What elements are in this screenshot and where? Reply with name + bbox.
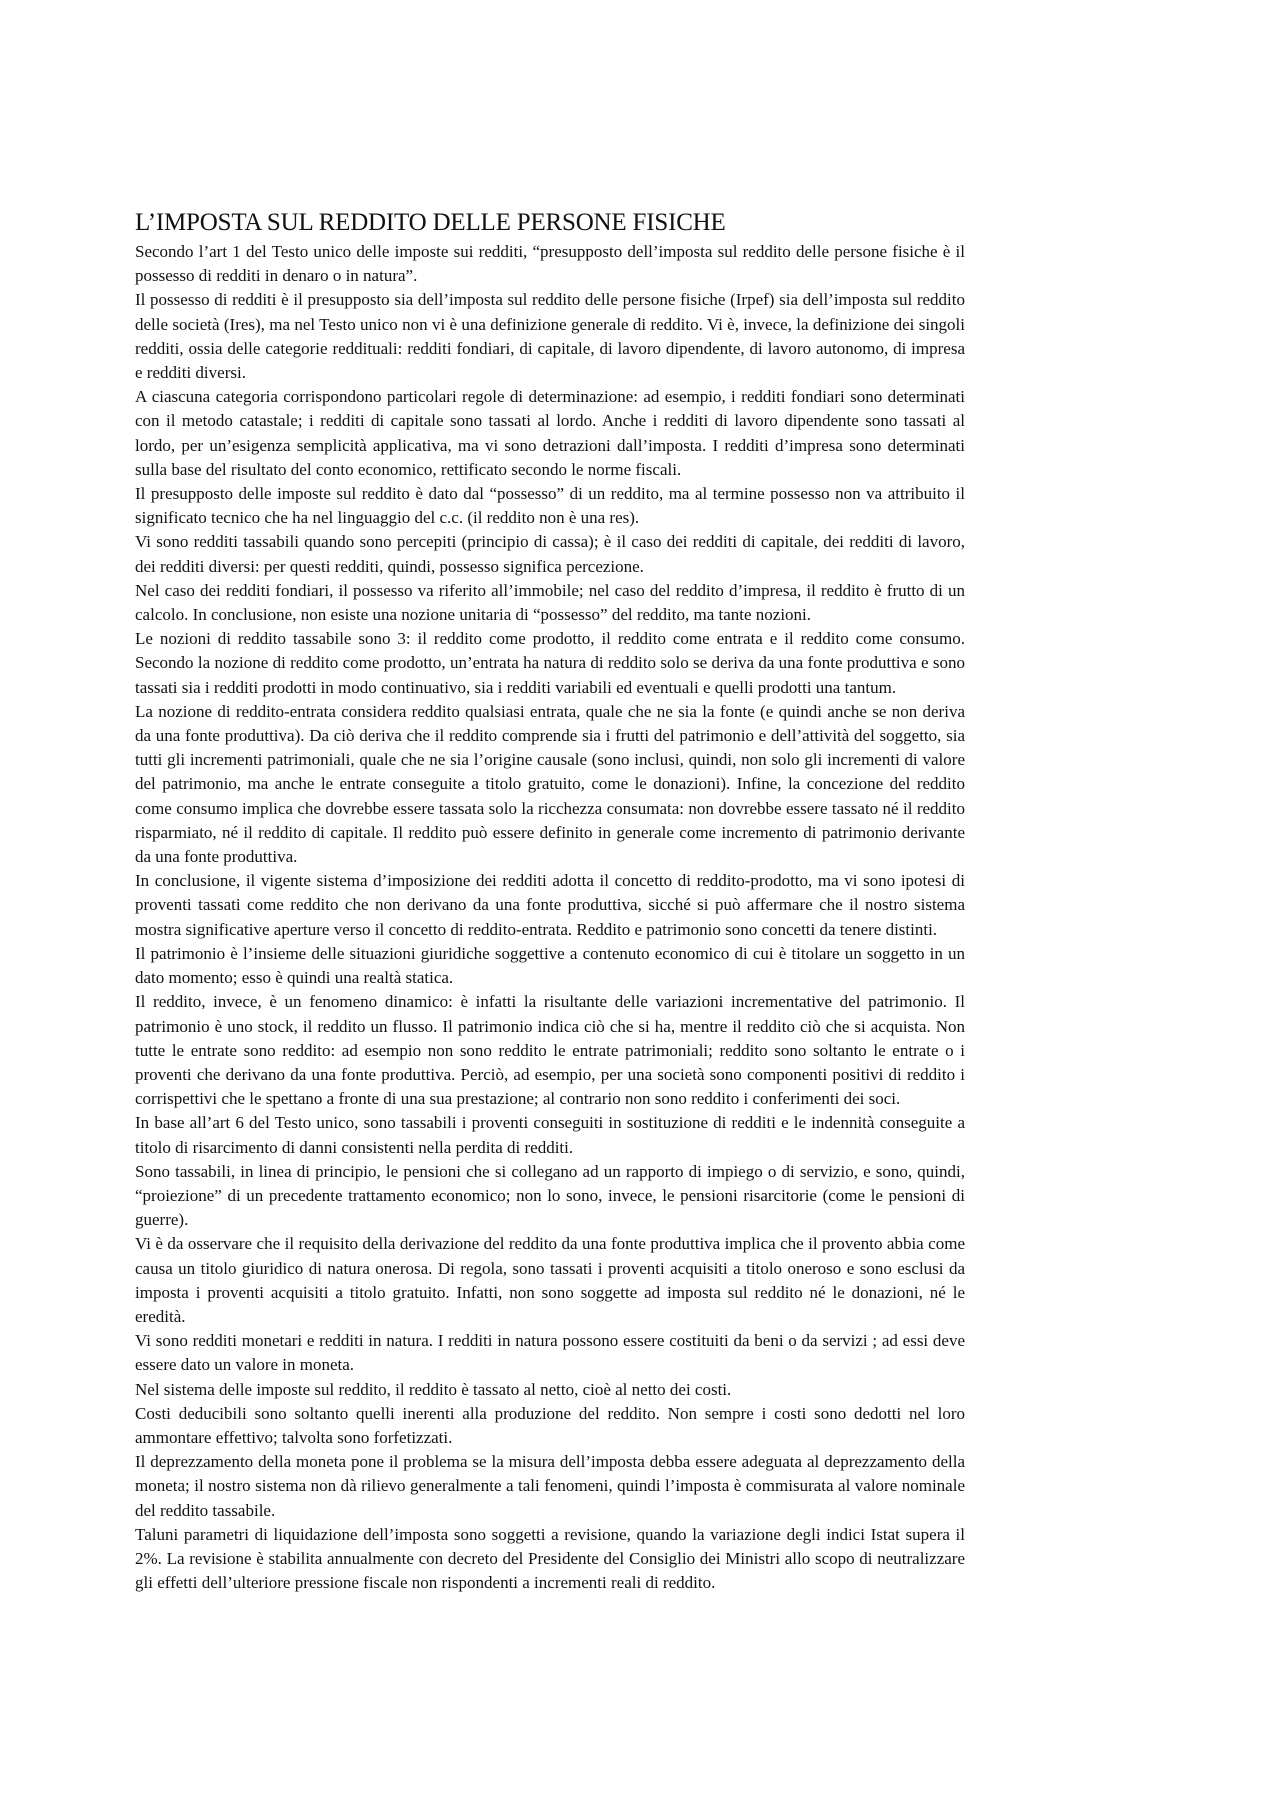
paragraph: Nel caso dei redditi fondiari, il possesso va riferito all’immobile; nel caso del reddito d’impresa, il reddito è frutto di un calcolo. In conclusione, non esiste una nozione unitaria di “possesso” del reddito, ma tante nozioni. — [135, 580, 965, 625]
paragraph: Il deprezzamento della moneta pone il problema se la misura dell’imposta debba essere adeguata al deprezzamento della moneta; il nostro sistema non dà rilievo generalmente a tali fenomeni, quindi l’imposta è commisurata al valore nominale del reddito tassabile. — [135, 1452, 965, 1520]
paragraph: Vi sono redditi tassabili quando sono percepiti (principio di cassa); è il caso dei redditi di capitale, dei redditi di lavoro, dei redditi diversi: per questi redditi, quindi, possesso significa percezione. — [135, 532, 965, 576]
paragraph: Costi deducibili sono soltanto quelli inerenti alla produzione del reddito. Non sempre i costi sono dedotti nel loro ammontare effettivo; talvolta sono forfetizzati. — [135, 1403, 965, 1447]
paragraph: Sono tassabili, in linea di principio, le pensioni che si collegano ad un rapporto di impiego o di servizio, e sono, quindi, “proiezione” di un precedente trattamento economico; non lo sono, invece, le pensioni risarcitorie (come le pensioni di guerre). — [135, 1161, 965, 1230]
document-title: L’IMPOSTA SUL REDDITO DELLE PERSONE FISICHE — [135, 209, 726, 236]
paragraph: Taluni parametri di liquidazione dell’imposta sono soggetti a revisione, quando la variazione degli indici Istat supera il 2%. La revisione è stabilita annualmente con decreto del Presidente del Consiglio dei Ministri allo scopo di neutralizzare gli effetti dell’ulteriore pressione fiscale non rispondenti a incrementi reali di reddito. — [135, 1524, 965, 1593]
paragraph: Nel sistema delle imposte sul reddito, il reddito è tassato al netto, cioè al netto dei costi. — [135, 1379, 732, 1399]
document-page — [135, 208, 965, 1595]
paragraph: Secondo l’art 1 del Testo unico delle imposte sui redditi, “presupposto dell’imposta sul reddito delle persone fisiche è il possesso di redditi in denaro o in natura”. — [135, 242, 965, 286]
paragraph: Il possesso di redditi è il presupposto sia dell’imposta sul reddito delle persone fisiche (Irpef) sia dell’imposta sul reddito delle società (Ires), ma nel Testo unico non vi è una definizione generale di reddito. Vi è, invece, la definizione dei singoli redditi, ossia delle categorie reddituali: redditi fondiari, di capitale, di lavoro dipendente, di lavoro autonomo, di impresa e redditi diversi. — [135, 290, 965, 383]
paragraph: Le nozioni di reddito tassabile sono 3: il reddito come prodotto, il reddito come entrata e il reddito come consumo. Secondo la nozione di reddito come prodotto, un’entrata ha natura di reddito solo se deriva da una fonte produttiva e sono tassati sia i redditi prodotti in modo continuativo, sia i redditi variabili ed eventuali e quelli prodotti una tantum. — [135, 629, 965, 697]
paragraph: Vi è da osservare che il requisito della derivazione del reddito da una fonte produttiva implica che il provento abbia come causa un titolo giuridico di natura onerosa. Di regola, sono tassati i proventi acquisiti a titolo oneroso e sono esclusi da imposta i proventi acquisiti a titolo gratuito. Infatti, non sono soggette ad imposta sul reddito né le donazioni, né le eredità. — [135, 1234, 965, 1326]
document-body — [135, 240, 965, 1595]
paragraph: Il presupposto delle imposte sul reddito è dato dal “possesso” di un reddito, ma al termine possesso non va attribuito il significato tecnico che ha nel linguaggio del c.c. (il reddito non è una res). — [135, 484, 965, 528]
paragraph: Il patrimonio è l’insieme delle situazioni giuridiche soggettive a contenuto economico di cui è titolare un soggetto in un dato momento; esso è quindi una realtà statica. — [135, 943, 965, 988]
paragraph: La nozione di reddito-entrata considera reddito qualsiasi entrata, quale che ne sia la fonte (e quindi anche se non deriva da una fonte produttiva). Da ciò deriva che il reddito comprende sia i frutti del patrimonio e dell’attività del soggetto, sia tutti gli incrementi patrimoniali, quale che ne sia l’origine causale (sono inclusi, quindi, non solo gli incrementi di valore del patrimonio, ma anche le entrate conseguite a titolo gratuito, come le donazioni). Infine, la concezione del reddito come consumo implica che dovrebbe essere tassata solo la ricchezza consumata: non dovrebbe essere tassato né il reddito risparmiato, né il reddito di capitale. Il reddito può essere definito in generale come incremento di patrimonio derivante da una fonte produttiva. — [135, 701, 965, 867]
paragraph: In conclusione, il vigente sistema d’imposizione dei redditi adotta il concetto di reddito-prodotto, ma vi sono ipotesi di proventi tassati come reddito che non derivano da una fonte produttiva, sicché si può affermare che il nostro sistema mostra significative aperture verso il concetto di reddito-entrata. Reddito e patrimonio sono concetti da tenere distinti. — [135, 871, 965, 939]
paragraph: In base all’art 6 del Testo unico, sono tassabili i proventi conseguiti in sostituzione di redditi e le indennità conseguite a titolo di risarcimento di danni consistenti nella perdita di redditi. — [135, 1113, 965, 1157]
paragraph: Il reddito, invece, è un fenomeno dinamico: è infatti la risultante delle variazioni incrementative del patrimonio. Il patrimonio è uno stock, il reddito un flusso. Il patrimonio indica ciò che si ha, mentre il reddito ciò che si acquista. Non tutte le entrate sono reddito: ad esempio non sono reddito le entrate patrimoniali; reddito sono soltanto le entrate o i proventi che derivano da una fonte produttiva. Perciò, ad esempio, per una società sono componenti positivi di reddito i corrispettivi che le spettano a fronte di una sua prestazione; al contrario non sono reddito i conferimenti dei soci. — [135, 992, 965, 1109]
paragraph: Vi sono redditi monetari e redditi in natura. I redditi in natura possono essere costituiti da beni o da servizi ; ad essi deve essere dato un valore in moneta. — [135, 1331, 965, 1375]
paragraph: A ciascuna categoria corrispondono particolari regole di determinazione: ad esempio, i redditi fondiari sono determinati con il metodo catastale; i redditi di capitale sono tassati al lordo. Anche i redditi di lavoro dipendente sono tassati al lordo, per un’esigenza semplicità applicativa, ma vi sono detrazioni dall’imposta. I redditi d’impresa sono determinati sulla base del risultato del conto economico, rettificato secondo le norme fiscali. — [135, 387, 965, 479]
